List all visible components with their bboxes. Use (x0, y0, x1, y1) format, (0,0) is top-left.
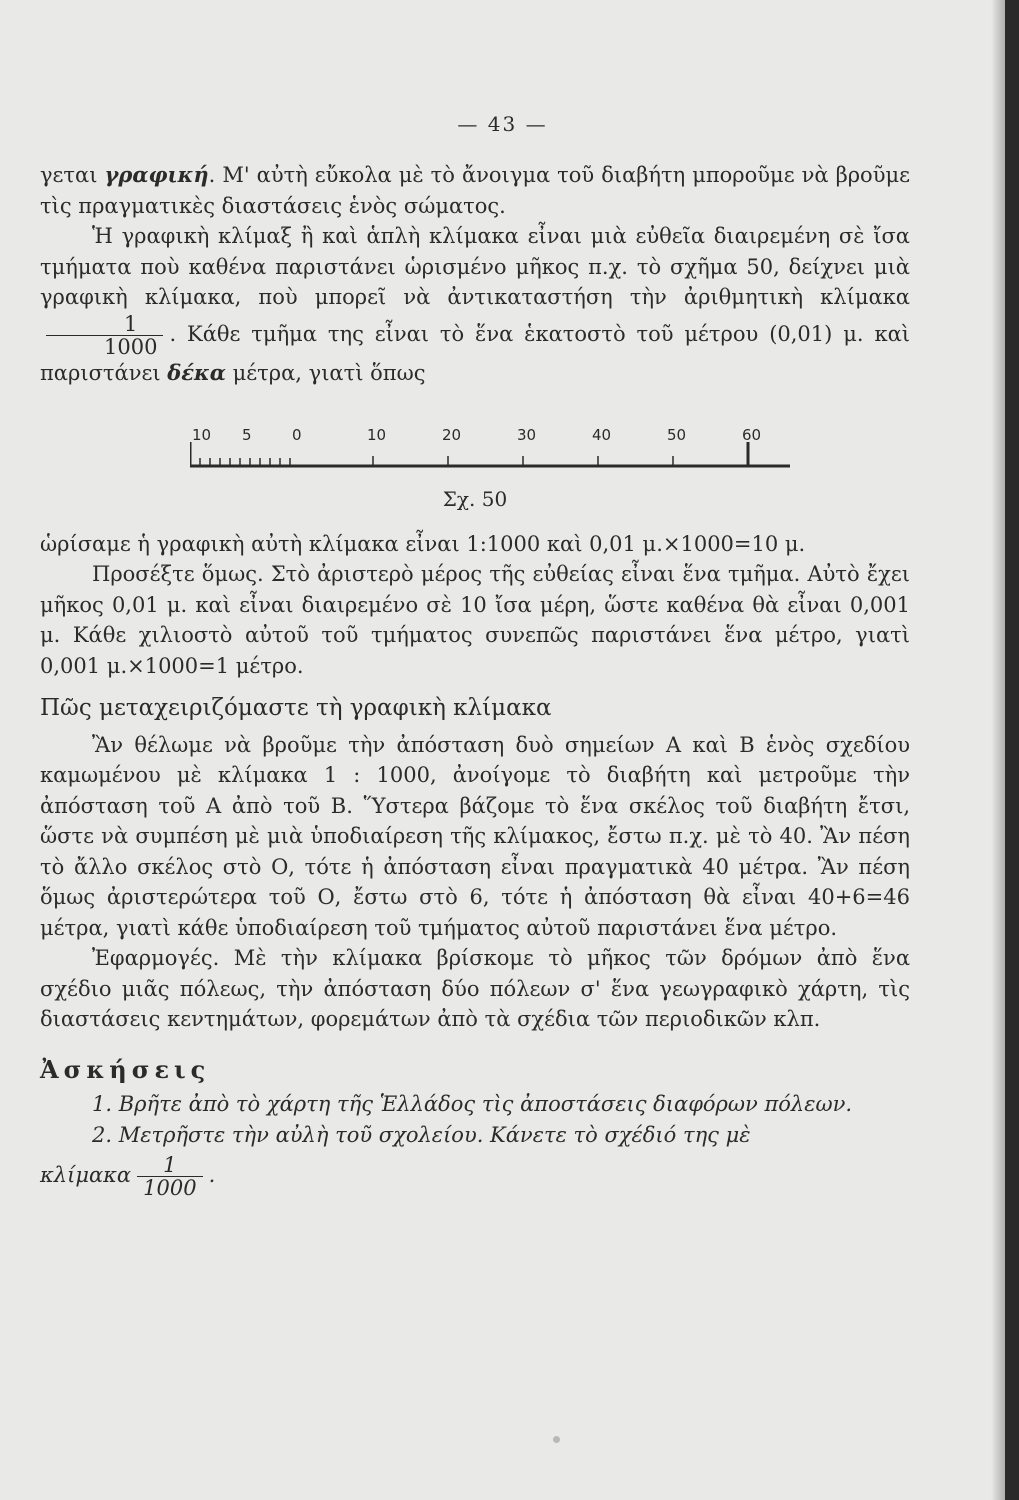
emphasis-word: δέκα (167, 359, 226, 385)
exercise-2: 2. Μετρῆστε τὴν αὐλὴ τοῦ σχολείου. Κάνετε τὸ σχέδιό της μὲ (92, 1122, 751, 1147)
paragraph-5: Ἂν θέλωμε νὰ βροῦμε τὴν ἀπόσταση δυὸ σημείων Α καὶ Β ἑνὸς σχεδίου καμωμένου μὲ κλίμακα 1 : 1000, ἀνοίγομε τὸ διαβήτη καὶ μετροῦμε τὴν ἀπόσταση τοῦ Α ἀπὸ τοῦ Β. Ὕστερα βάζομε τὸ ἕνα σκέλος τοῦ διαβήτη ἔτσι, ὥστε νὰ συμπέση μὲ μιὰ ὑποδιαίρεση τῆς κλίμακος, ἔστω π.χ. μὲ τὸ 40. Ἂν πέση τὸ ἄλλο σκέλος στὸ Ο, τότε ἡ ἀπόσταση εἶναι πραγματικὰ 40 μέτρα. Ἂν πέση ὅμως ἀριστερώτερα τοῦ Ο, ἔστω στὸ 6, τότε ἡ ἀπόσταση θὰ εἶναι 40+6=46 μέτρα, γιατὶ κάθε ὑποδιαίρεση τοῦ τμήματος αὐτοῦ παριστάνει ἕνα μέτρο. (40, 732, 910, 940)
graphic-scale-drawing (190, 406, 830, 476)
paragraph-1: γεται γραφική. Μ' αὐτὴ εὔκολα μὲ τὸ ἄνοιγμα τοῦ διαβήτη μποροῦμε νὰ βροῦμε τὶς πραγματικὲς διαστάσεις ἑνὸς σώματος. (40, 162, 910, 218)
page-body (40, 160, 910, 1199)
graphic-scale-figure (40, 406, 910, 478)
paragraph-4: Προσέξτε ὅμως. Στὸ ἀριστερὸ μέρος τῆς εὐθείας εἶναι ἕνα τμῆμα. Αὐτὸ ἔχει μῆκος 0,01 μ. καὶ εἶναι διαιρεμένο σὲ 10 ἴσα μέρη, ὥστε καθένα θὰ εἶναι 0,001 μ. Κάθε χιλιοστὸ αὐτοῦ τοῦ τμήματος συνεπῶς παριστάνει ἕνα μέτρο, γιατὶ 0,001 μ.×1000=1 μέτρο. (40, 562, 910, 678)
scale-label: 20 (442, 426, 462, 444)
exercise-1: 1. Βρῆτε ἀπὸ τὸ χάρτη τῆς Ἑλλάδος τὶς ἀποστάσεις διαφόρων πόλεων. (92, 1092, 853, 1116)
scale-label: 0 (292, 426, 302, 444)
ink-spot (553, 1436, 560, 1443)
paragraph-3: ὡρίσαμε ἡ γραφικὴ αὐτὴ κλίμακα εἶναι 1:1000 καὶ 0,01 μ.×1000=10 μ. (40, 531, 806, 556)
paragraph-2: Ἡ γραφικὴ κλίμαξ ἢ καὶ ἁπλὴ κλίμακα εἶναι μιὰ εὐθεῖα διαιρεμένη σὲ ἴσα τμήματα ποὺ καθένα παριστάνει ὡρισμένο μῆκος π.χ. τὸ σχῆμα 50, δείχνει μιὰ γραφικὴ κλίμακα, ποὺ μπορεῖ νὰ ἀντικαταστήση τὴν ἀριθμητικὴ κλίμακα $\frac{1}{1000}$ . Κάθε τμῆμα της εἶναι τὸ ἕνα ἑκατοστὸ τοῦ μέτρου (0,01) μ. καὶ παριστάνει δέκα μέτρα, γιατὶ ὅπως (40, 224, 910, 385)
scale-label: 5 (242, 426, 252, 444)
section-heading: Πῶς μεταχειριζόμαστε τὴ γραφικὴ κλίμακα (40, 695, 552, 721)
scale-label: 30 (517, 426, 537, 444)
applications-lead: Ἐφαρμογές. (92, 946, 220, 970)
scale-label: 40 (592, 426, 612, 444)
scale-label: 10 (367, 426, 387, 444)
paragraph-6: Ἐφαρμογές. Μὲ τὴν κλίμακα βρίσκομε τὸ μῆκος τῶν δρόμων ἀπὸ ἕνα σχέδιο μιᾶς πόλεως, τὴν ἀπόσταση δύο πόλεων σ' ἕνα γεωγραφικὸ χάρτη, τὶς διαστάσεις κεντημάτων, φορεμάτων ἀπὸ τὰ σχέδια τῶν περιοδικῶν κλπ. (40, 946, 910, 1031)
scale-label: 50 (667, 426, 687, 444)
figure-caption: Σχ. 50 (442, 487, 508, 511)
scale-label: 60 (742, 426, 762, 444)
exercises-heading: Ἀσκήσεις (40, 1054, 211, 1084)
exercise-2-continued: κλίμακα $\frac{1}{1000}$ . (40, 1153, 216, 1200)
page-number: — 43 — (457, 112, 548, 136)
scale-label: 10 (192, 426, 212, 444)
fraction: $\frac{1}{1000}$ (46, 313, 163, 358)
emphasis-term: γραφική (104, 162, 209, 187)
fraction: $\frac{1}{1000}$ (137, 1154, 202, 1199)
